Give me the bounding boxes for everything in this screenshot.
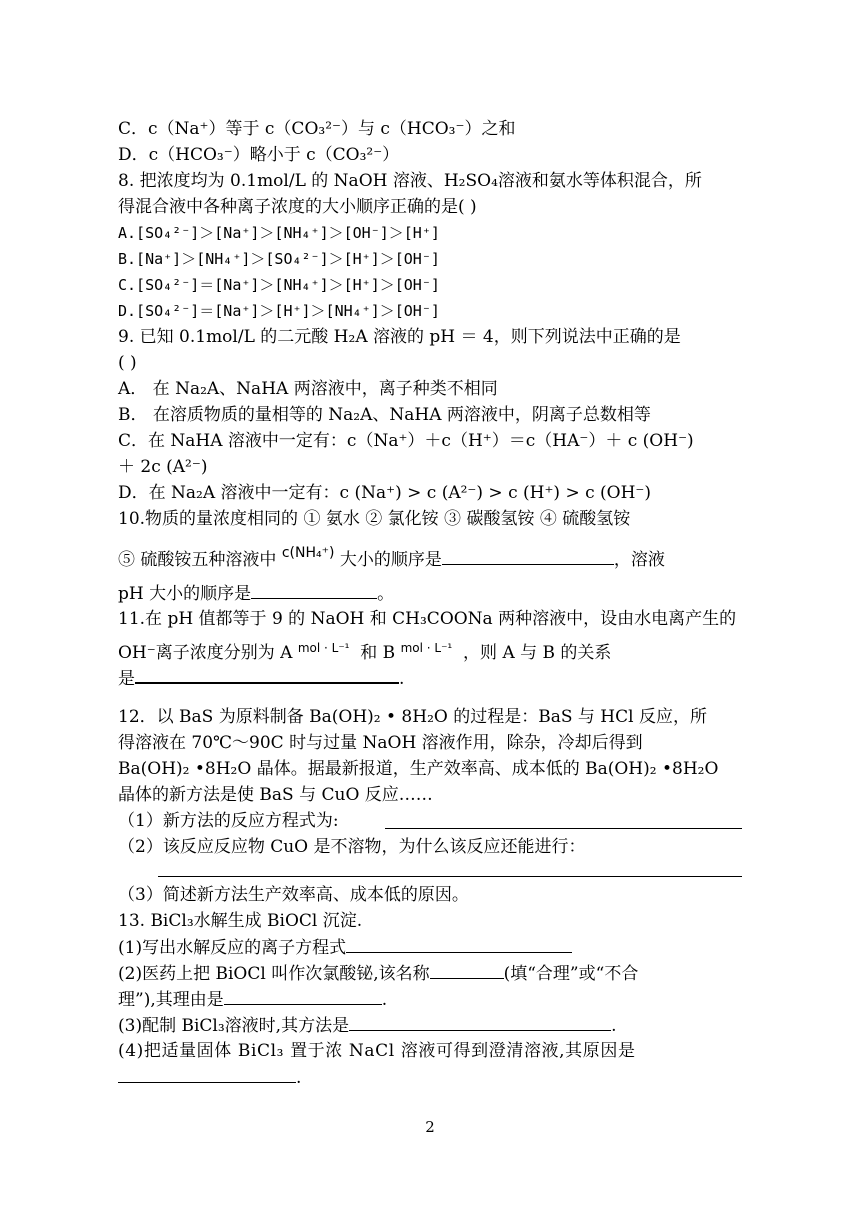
q13-part4-line2 (118, 1066, 744, 1089)
q8-option-d: D.[SO₄²⁻]＝[Na⁺]＞[H⁺]＞[NH₄⁺]＞[OH⁻] (118, 302, 440, 320)
q7-option-c: C．c（Na⁺）等于 c（CO₃²⁻）与 c（HCO₃⁻）之和 (118, 119, 516, 139)
q13-part4-blank[interactable] (118, 1066, 296, 1083)
q13-part2-line1 (118, 962, 744, 985)
q13-title: 13. BiCl₃水解生成 BiOCl 沉淀. (118, 911, 363, 931)
q12-sub2: （2）该反应反应物 CuO 是不溶物，为什么该反应还能进行： (118, 837, 586, 857)
q10-line2-mid: 大小的顺序是 (339, 550, 442, 570)
q11-line2-suffix: ，则 A 与 B 的关系 (463, 643, 612, 663)
q10-line3-suffix: 。 (377, 584, 395, 604)
q10-line3-prefix: pH 大小的顺序是 (118, 584, 252, 604)
q7-option-d: D．c（HCO₃⁻）略小于 c（CO₃²⁻） (118, 145, 400, 165)
q12-line2: 得溶液在 70℃～90C 时与过量 NaOH 溶液作用，除杂，冷却后得到 (118, 733, 643, 753)
q13-part4-line1: (4)把适量固体 BiCl₃ 置于浓 NaCl 溶液可得到澄清溶液,其原因是 (118, 1041, 636, 1061)
q11-line2-mid: 和 B (360, 643, 396, 663)
page-number: 2 (425, 1118, 435, 1136)
q10-answer-blank-1[interactable] (442, 548, 614, 565)
q11-answer-blank[interactable] (135, 666, 399, 684)
q13-part4-suffix: . (296, 1068, 302, 1088)
q10-answer-blank-2[interactable] (251, 582, 377, 599)
q9-option-b: B． 在溶质物质的量相等的 Na₂A、NaHA 两溶液中，阴离子总数相等 (118, 405, 651, 425)
q11-line1: 11.在 pH 值都等于 9 的 NaOH 和 CH₃COONa 两种溶液中，设由水电离产生的 (118, 609, 737, 629)
q9-option-c-line1: C．在 NaHA 溶液中一定有：c（Na⁺）＋c（H⁺）＝c（HA⁻）＋ c (OH⁻) (118, 431, 694, 451)
q11-line2 (118, 642, 744, 665)
q12-sub1-label: （1）新方法的反应方程式为: (118, 811, 339, 831)
q13-part2b-prefix: 理”),其理由是 (118, 990, 224, 1010)
q9-stem-line2: ( ) (118, 353, 137, 373)
q13-part2-suffix: (填“合理”或“不合 (503, 964, 639, 984)
q13-part1 (118, 936, 744, 959)
q13-part3-blank[interactable] (349, 1014, 611, 1031)
q10-line1: 10.物质的量浓度相同的 ① 氨水 ② 氯化铵 ③ 碳酸氢铵 ④ 硫酸氢铵 (118, 509, 631, 529)
q12-line4: 晶体的新方法是使 BaS 与 CuO 反应…… (118, 785, 433, 805)
nh4-concentration-formula: c(NH₄⁺) (281, 545, 335, 561)
q10-line3 (118, 582, 744, 605)
q13-part2-prefix: (2)医药上把 BiOCl 叫作次氯酸铋,该名称 (118, 964, 430, 984)
unit-mol-per-l-a: mol · L⁻¹ (297, 641, 350, 655)
q12-sub2-answer-line[interactable] (158, 876, 742, 877)
q13-part2-blank-2[interactable] (224, 988, 382, 1005)
q9-option-a: A． 在 Na₂A、NaHA 两溶液中，离子种类不相同 (118, 379, 498, 399)
q8-option-a: A.[SO₄²⁻]＞[Na⁺]＞[NH₄⁺]＞[OH⁻]＞[H⁺] (118, 224, 440, 242)
q13-part1-blank[interactable] (346, 936, 572, 953)
q10-line2-suffix: ，溶液 (613, 550, 665, 570)
q9-option-c-line2: ＋ 2c (A²⁻) (118, 457, 208, 477)
q11-line3-prefix: 是 (118, 669, 135, 689)
q12-line3: Ba(OH)₂ •8H₂O 晶体。据最新报道，生产效率高、成本低的 Ba(OH)₂ •8H₂O (118, 759, 719, 779)
q13-part1-label: (1)写出水解反应的离子方程式 (118, 938, 347, 958)
q13-part3 (118, 1014, 744, 1037)
q8-stem-line2: 得混合液中各种离子浓度的大小顺序正确的是( ) (118, 197, 477, 217)
q10-line2-prefix: ⑤ 硫酸铵五种溶液中 (118, 550, 277, 570)
q13-part3-prefix: (3)配制 BiCl₃溶液时,其方法是 (118, 1016, 350, 1036)
q13-part2-blank-1[interactable] (430, 962, 504, 979)
q13-part3-suffix: . (611, 1016, 617, 1036)
q11-line3 (118, 666, 744, 690)
q10-line2 (118, 545, 744, 572)
q9-option-d: D．在 Na₂A 溶液中一定有：c (Na⁺) > c (A²⁻) > c (H⁺) > c (OH⁻) (118, 483, 652, 503)
q12-line1: 12．以 BaS 为原料制备 Ba(OH)₂ • 8H₂O 的过程是：BaS 与 HCl 反应，所 (118, 707, 707, 727)
q12-sub3: （3）简述新方法生产效率高、成本低的原因。 (118, 885, 469, 905)
unit-mol-per-l-b: mol · L⁻¹ (400, 641, 453, 655)
q8-stem-line1: 8. 把浓度均为 0.1mol/L 的 NaOH 溶液、H₂SO₄溶液和氨水等体积混合，所 (118, 171, 702, 191)
q11-line3-suffix: . (399, 669, 405, 689)
q8-option-c: C.[SO₄²⁻]＝[Na⁺]＞[NH₄⁺]＞[H⁺]＞[OH⁻] (118, 276, 440, 294)
q9-stem-line1: 9. 已知 0.1mol/L 的二元酸 H₂A 溶液的 pH ＝ 4，则下列说法中正确的是 (118, 327, 681, 347)
q12-sub1-answer-line[interactable] (385, 828, 742, 829)
q8-option-b: B.[Na⁺]＞[NH₄⁺]＞[SO₄²⁻]＞[H⁺]＞[OH⁻] (118, 250, 440, 268)
q11-line2-prefix: OH⁻离子浓度分别为 A (118, 643, 293, 663)
q13-part2b-suffix: . (381, 990, 388, 1010)
q13-part2-line2 (118, 988, 744, 1011)
